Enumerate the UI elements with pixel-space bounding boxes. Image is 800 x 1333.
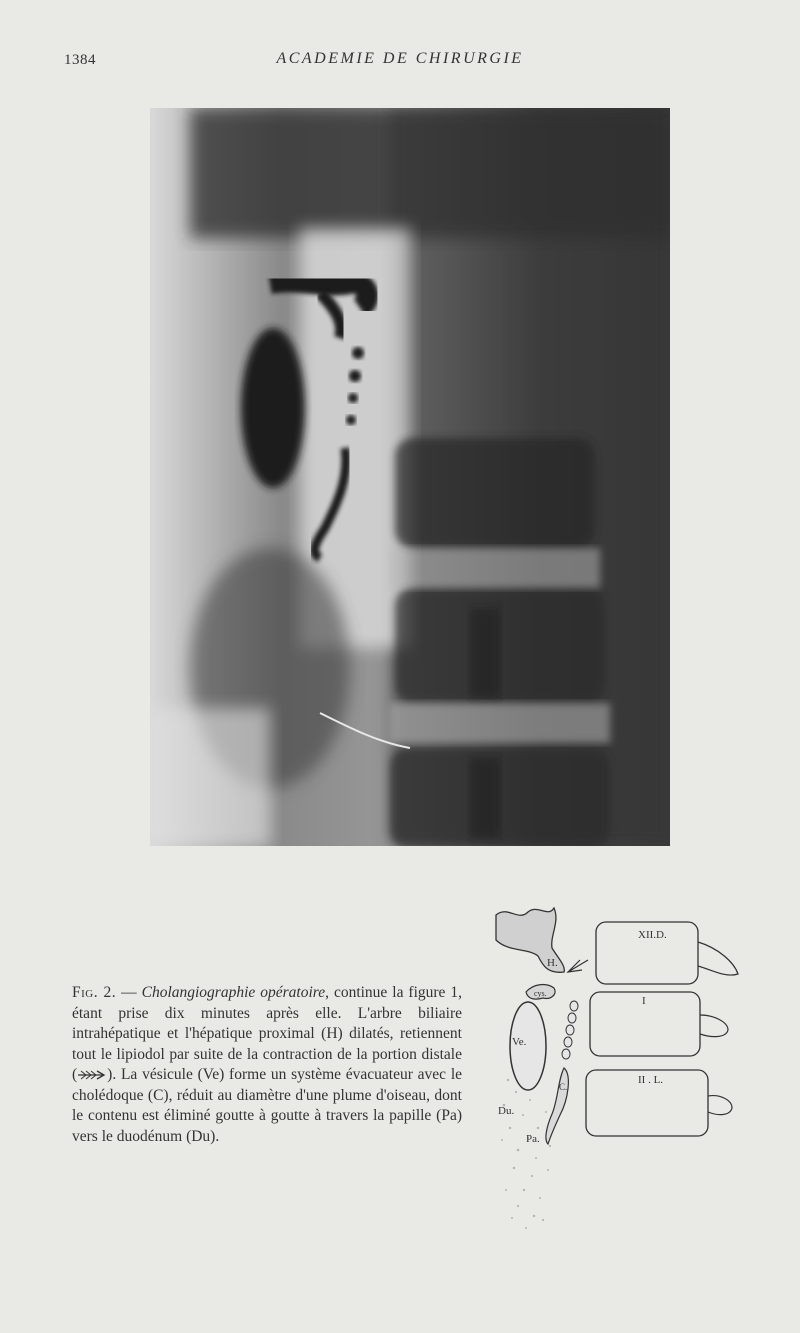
caption-text-2: ). La vésicule (Ve) forme un système évacuateur avec le cholédoque (C), réduit au diamètre d'une plume d'oiseau, dont le contenu est éliminé goutte à goutte à travers la papille (Pa) vers le duodénum (Du).	[72, 1066, 462, 1145]
label-vertebra-2: I	[642, 995, 646, 1007]
duodenum-stipple	[501, 1079, 551, 1229]
label-vertebra-1: XII.D.	[638, 929, 667, 941]
label-papilla: Pa.	[526, 1133, 540, 1145]
label-duodenum: Du.	[498, 1105, 515, 1117]
figure-title: Cholangiographie opératoire	[141, 984, 326, 1001]
choledochus-shape	[546, 1068, 568, 1144]
figure-caption	[72, 983, 462, 1147]
anatomical-diagram	[488, 900, 740, 1245]
caption-dash: —	[116, 984, 142, 1001]
label-vesicle: Ve.	[512, 1036, 527, 1048]
cholangiography-photo	[150, 108, 670, 846]
distal-arrow-icon	[77, 1070, 107, 1080]
label-vertebra-3: II . L.	[638, 1074, 664, 1086]
caption-text-1: , continue la figure 1, étant prise dix minutes après elle. L'arbre biliaire intrahépatique et l'hépatique proximal (H) dilatés, retiennent tout le lipiodol par suite de la contraction de la portion distale (	[72, 984, 463, 1083]
label-hepatic: H.	[547, 957, 558, 969]
label-ductus: cys.	[534, 989, 547, 998]
figure-label: Fig. 2.	[72, 984, 117, 1001]
page-number: 1384	[64, 52, 96, 68]
running-head: ACADEMIE DE CHIRURGIE	[276, 50, 524, 67]
label-choledochus: C.	[559, 1082, 568, 1092]
